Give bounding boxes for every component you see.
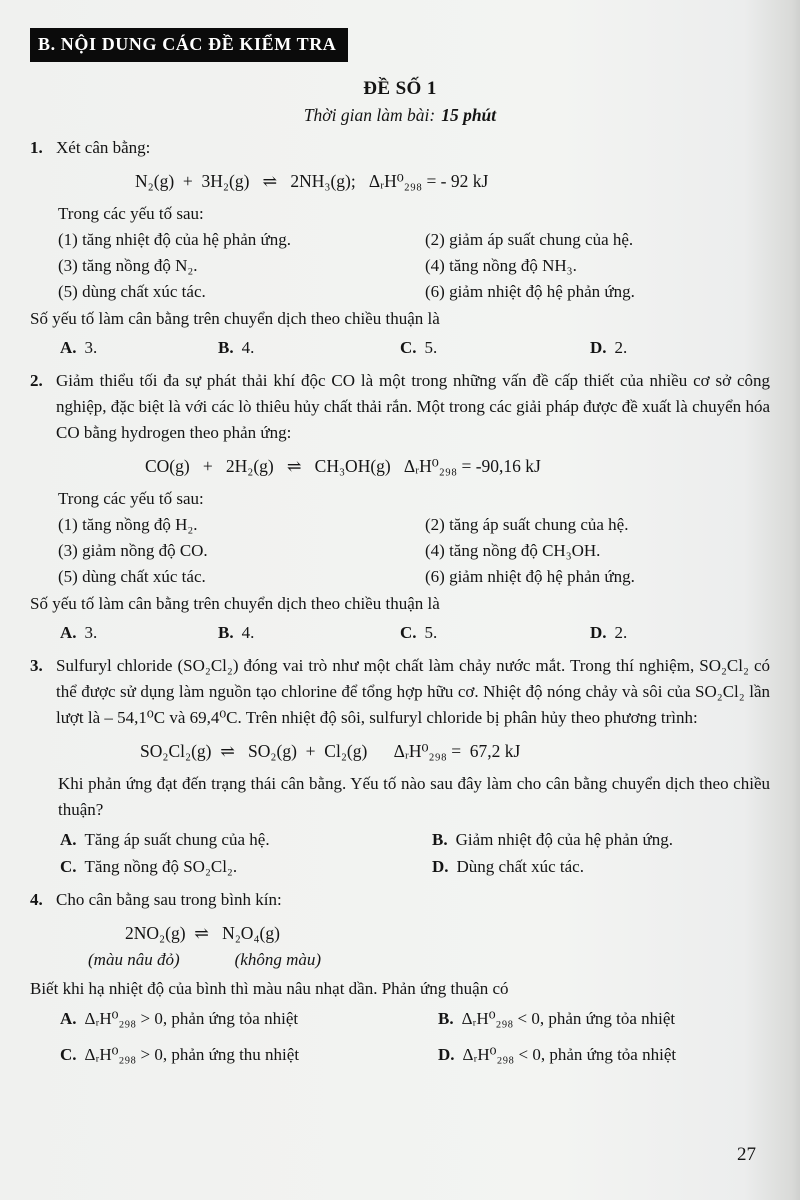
page-number: 27 <box>737 1144 756 1165</box>
factor-row <box>30 279 770 305</box>
factor-item: (5) dùng chất xúc tác. <box>58 567 206 586</box>
exam-subtitle <box>30 102 770 128</box>
question-2 <box>30 368 770 646</box>
option-label: A. <box>60 830 77 849</box>
option-d <box>438 1041 770 1068</box>
factor-row <box>30 538 770 564</box>
question-stem: Số yếu tố làm cân bằng trên chuyển dịch theo chiều thuận là <box>30 309 440 328</box>
option-text: ΔᵣH⁰₂₉₈ < 0, phản ứng tỏa nhiệt <box>461 1009 676 1028</box>
option-text: 3. <box>84 338 98 357</box>
option-b <box>438 1005 770 1032</box>
question-number: 4. <box>30 890 43 909</box>
option-b <box>218 334 400 361</box>
factor-row <box>30 227 770 253</box>
question-number: 3. <box>30 656 43 675</box>
factor-item: (3) giảm nồng độ CO. <box>58 541 208 560</box>
option-text: ΔᵣH⁰₂₉₈ > 0, phản ứng tỏa nhiệt <box>84 1009 299 1028</box>
options-row <box>30 334 770 361</box>
factors-lead: Trong các yếu tố sau: <box>58 489 204 508</box>
option-b <box>218 619 400 646</box>
option-label: C. <box>60 857 77 876</box>
option-text: Dùng chất xúc tác. <box>456 857 584 876</box>
options-grid <box>30 826 770 880</box>
factor-item: (4) tăng nồng độ CH₃OH. <box>425 541 601 560</box>
option-text: ΔᵣH⁰₂₉₈ < 0, phản ứng tỏa nhiệt <box>462 1045 677 1064</box>
exam-time-value: 15 phút <box>441 105 497 125</box>
question-stem: Khi phản ứng đạt đến trạng thái cân bằng. Yếu tố nào sau đây làm cho cân bằng chuyển dịch theo chiều thuận? <box>58 774 770 819</box>
option-c <box>60 1041 438 1068</box>
exam-title: ĐỀ SỐ 1 <box>363 78 437 99</box>
option-label: D. <box>438 1045 455 1064</box>
option-a <box>60 619 218 646</box>
option-text: Tăng áp suất chung của hệ. <box>84 830 270 849</box>
section-header-band: B. NỘI DUNG CÁC ĐỀ KIỂM TRA <box>30 28 348 62</box>
option-label: A. <box>60 338 77 357</box>
option-d <box>432 853 770 880</box>
option-text: 5. <box>424 338 438 357</box>
chemical-equation: SO₂Cl₂(g) ⇌ SO₂(g) + Cl₂(g) ΔᵣH⁰₂₉₈ = 67,2 kJ <box>140 741 521 761</box>
factor-row <box>30 253 770 279</box>
factors-list <box>30 227 770 305</box>
option-a <box>60 334 218 361</box>
option-d <box>590 619 770 646</box>
question-number: 2. <box>30 371 43 390</box>
factor-row <box>30 512 770 538</box>
option-label: B. <box>432 830 448 849</box>
option-text: 2. <box>614 623 628 642</box>
chemical-equation: CO(g) + 2H₂(g) ⇌ CH₃OH(g) ΔᵣH⁰₂₉₈ = -90,16 kJ <box>145 456 541 476</box>
option-text: 4. <box>241 338 255 357</box>
question-intro: Xét cân bằng: <box>56 138 151 157</box>
option-c <box>400 619 590 646</box>
factor-item: (5) dùng chất xúc tác. <box>58 282 206 301</box>
option-label: B. <box>438 1009 454 1028</box>
option-label: B. <box>218 623 234 642</box>
option-d <box>590 334 770 361</box>
option-label: C. <box>400 623 417 642</box>
option-label: B. <box>218 338 234 357</box>
question-stem: Biết khi hạ nhiệt độ của bình thì màu nâu nhạt dần. Phản ứng thuận có <box>30 979 509 998</box>
option-label: D. <box>590 623 607 642</box>
factor-item: (6) giảm nhiệt độ hệ phản ứng. <box>425 282 635 301</box>
option-c <box>400 334 590 361</box>
question-1 <box>30 135 770 361</box>
question-3 <box>30 653 770 880</box>
chemical-equation: N₂(g) + 3H₂(g) ⇌ 2NH₃(g); ΔᵣH⁰₂₉₈ = - 92 kJ <box>135 171 489 191</box>
option-label: A. <box>60 623 77 642</box>
question-intro: Giảm thiểu tối đa sự phát thải khí độc CO là một trong những vấn đề cấp thiết của nhiều cơ sở công nghiệp, đặc biệt là với các lò thiêu hủy chất thải rắn. Một trong các giải pháp được đề xuất là chuyển hóa CO bằng hydrogen theo phản ứng: <box>56 371 770 442</box>
section-header <box>30 28 770 62</box>
question-intro: Sulfuryl chloride (SO₂Cl₂) đóng vai trò như một chất làm chảy nước mắt. Trong thí nghiệm, SO₂Cl₂ có thể được sử dụng làm nguồn tạo chlorine để tổng hợp hữu cơ. Nhiệt độ nóng chảy và sôi của SO₂Cl₂ lần lượt là – 54,1⁰C và 69,4⁰C. Trên nhiệt độ sôi, sulfuryl chloride bị phân hủy theo phương trình: <box>56 656 770 727</box>
factor-item: (4) tăng nồng độ NH₃. <box>425 256 577 275</box>
option-label: A. <box>60 1009 77 1028</box>
option-text: 3. <box>84 623 98 642</box>
option-c <box>60 853 432 880</box>
option-text: 2. <box>614 338 628 357</box>
question-stem: Số yếu tố làm cân bằng trên chuyển dịch theo chiều thuận là <box>30 594 440 613</box>
color-notes <box>30 948 770 972</box>
question-number: 1. <box>30 138 43 157</box>
option-a <box>60 1005 438 1032</box>
factor-item: (2) giảm áp suất chung của hệ. <box>425 230 634 249</box>
factors-lead: Trong các yếu tố sau: <box>58 204 204 223</box>
note-reactant-color: (màu nâu đỏ) <box>88 950 180 969</box>
option-text: Giảm nhiệt độ của hệ phản ứng. <box>455 830 673 849</box>
question-intro: Cho cân bằng sau trong bình kín: <box>56 890 282 909</box>
options-row <box>30 619 770 646</box>
option-label: D. <box>590 338 607 357</box>
option-text: ΔᵣH⁰₂₉₈ > 0, phản ứng thu nhiệt <box>84 1045 300 1064</box>
factor-item: (3) tăng nồng độ N₂. <box>58 256 198 275</box>
option-b <box>432 826 770 853</box>
options-grid <box>30 1005 770 1068</box>
option-text: 4. <box>241 623 255 642</box>
option-label: C. <box>60 1045 77 1064</box>
factor-row <box>30 564 770 590</box>
factor-item: (1) tăng nồng độ H₂. <box>58 515 198 534</box>
factor-item: (2) tăng áp suất chung của hệ. <box>425 515 629 534</box>
factor-item: (1) tăng nhiệt độ của hệ phản ứng. <box>58 230 291 249</box>
option-text: Tăng nồng độ SO₂Cl₂. <box>84 857 238 876</box>
factors-list <box>30 512 770 590</box>
option-label: C. <box>400 338 417 357</box>
option-label: D. <box>432 857 449 876</box>
question-4 <box>30 887 770 1068</box>
note-product-color: (không màu) <box>234 950 322 969</box>
factor-item: (6) giảm nhiệt độ hệ phản ứng. <box>425 567 635 586</box>
option-text: 5. <box>424 623 438 642</box>
exam-time-label: Thời gian làm bài: <box>303 105 436 125</box>
option-a <box>60 826 432 853</box>
chemical-equation: 2NO₂(g) ⇌ N₂O₄(g) <box>125 923 280 943</box>
